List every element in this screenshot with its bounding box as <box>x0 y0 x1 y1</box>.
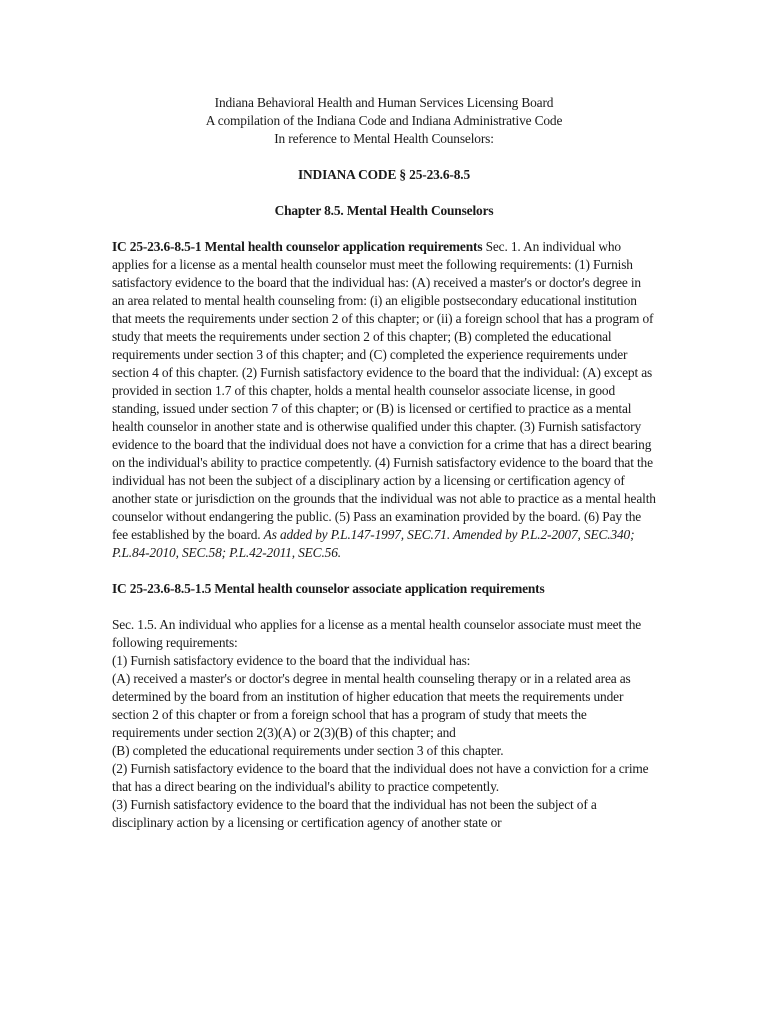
list-item: (2) Furnish satisfactory evidence to the board that the individual does not have a conviction for a crime that has a direct bearing on the individual's ability to practice competently. <box>112 761 649 794</box>
list-item: (3) Furnish satisfactory evidence to the board that the individual has not been the subject of a disciplinary action by a licensing or certification agency of another state or <box>112 797 597 830</box>
section-1-history: As added by P.L.147-1997, SEC.71. Amended by P.L.2-2007, SEC.340; P.L.84-2010, SEC.58; P.L.42-2011, SEC.56. <box>112 527 635 560</box>
list-item: (A) received a master's or doctor's degree in mental health counseling therapy or in a related area as determined by the board from an institution of higher education that meets the requirements under section 2 of this chapter or from a foreign school that has a program of study that meets the requirements under section 2(3)(A) or 2(3)(B) of this chapter; and <box>112 671 631 740</box>
document-page <box>112 94 656 832</box>
list-item: (1) Furnish satisfactory evidence to the board that the individual has: <box>112 653 471 668</box>
chapter-title: Chapter 8.5. Mental Health Counselors <box>274 203 494 218</box>
section-1-paragraph <box>112 238 656 562</box>
header-reference: In reference to Mental Health Counselors: <box>274 131 494 146</box>
section-1-heading: IC 25-23.6-8.5-1 Mental health counselor application requirements <box>112 239 483 254</box>
section-1-5-heading: IC 25-23.6-8.5-1.5 Mental health counselor associate application requirements <box>112 581 545 596</box>
header-board-name: Indiana Behavioral Health and Human Services Licensing Board <box>214 95 554 110</box>
header-compilation: A compilation of the Indiana Code and Indiana Administrative Code <box>205 113 563 128</box>
document-header <box>112 94 656 148</box>
section-1-body: Sec. 1. An individual who applies for a license as a mental health counselor must meet the following requirements: (1) Furnish satisfactory evidence to the board that the individual has: (A) received a master's or doctor's degree in an area related to mental health counseling from: (i) an eligible postsecondary educational institution that meets the requirements under section 2 of this chapter; or (ii) a foreign school that has a program of study that meets the requirements under section 2 of this chapter; (B) completed the educational requirements under section 3 of this chapter; and (C) completed the experience requirements under section 4 of this chapter. (2) Furnish satisfactory evidence to the board that the individual: (A) except as provided in section 1.7 of this chapter, holds a mental health counselor associate license, in good standing, issued under section 7 of this chapter; or (B) is licensed or certified to practice as a mental health counselor in another state and is otherwise qualified under this chapter. (3) Furnish satisfactory evidence to the board that the individual does not have a conviction for a crime that has a direct bearing on the individual's ability to practice competently. (4) Furnish satisfactory evidence to the board that the individual has not been the subject of a disciplinary action by a licensing or certification agency of another state or jurisdiction on the grounds that the individual was not able to practice as a mental health counselor without endangering the public. (5) Pass an examination provided by the board. (6) Pay the fee established by the board. <box>112 239 656 542</box>
section-1-5-list <box>112 652 656 832</box>
list-item: (B) completed the educational requirements under section 3 of this chapter. <box>112 743 504 758</box>
section-1-5-intro: Sec. 1.5. An individual who applies for a license as a mental health counselor associate must meet the following requirements: <box>112 617 642 650</box>
code-title: INDIANA CODE § 25-23.6-8.5 <box>297 167 471 182</box>
